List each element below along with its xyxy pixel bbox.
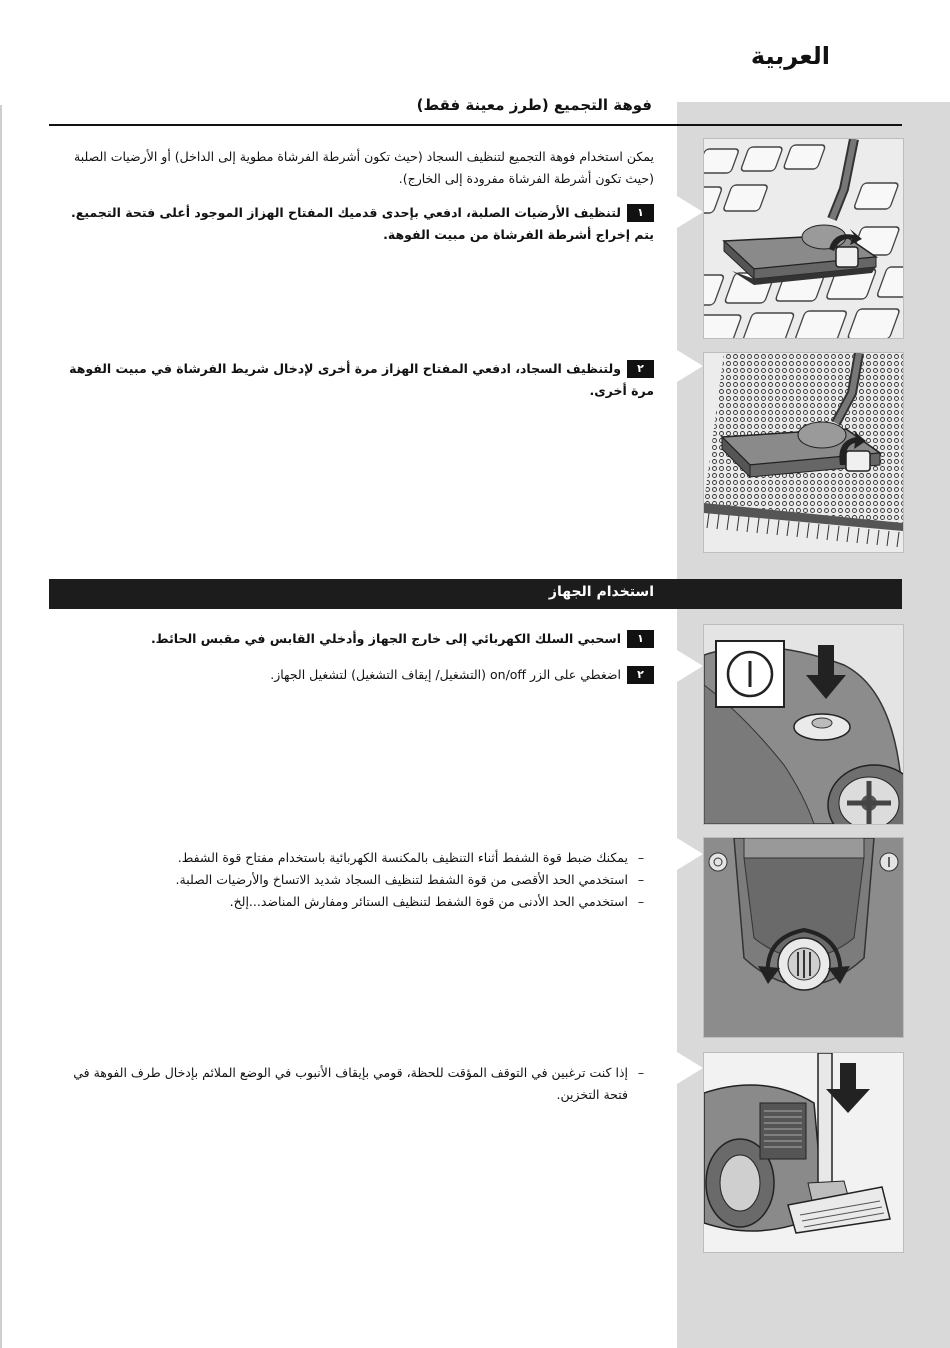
hard-floor-nozzle-illustration bbox=[703, 138, 904, 339]
illustration-pointer bbox=[677, 196, 703, 228]
step-text: لتنظيف الأرضيات الصلبة، ادفعي بإحدى قدميك المفتاح الهزاز الموجود أعلى فتحة التجميع. يتم إخراج أشرطة الفرشاة من مبيت الفوهة. bbox=[71, 205, 654, 242]
suction-dial-illustration bbox=[703, 837, 904, 1038]
note-text: استخدمي الحد الأدنى من قوة الشفط لتنظيف الستائر ومفارش المناضد...إلخ. bbox=[229, 894, 628, 909]
step-number: ٢ bbox=[627, 666, 654, 684]
usage-section-heading: استخدام الجهاز bbox=[548, 584, 654, 600]
carpet-nozzle-illustration bbox=[703, 352, 904, 553]
dash-marker: – bbox=[637, 850, 645, 865]
note-text: إذا كنت ترغبين في التوقف المؤقت للحظة، قومي بإيقاف الأنبوب في الوضع الملائم بإدخال طرف الفوهة في فتحة التخزين. bbox=[73, 1065, 628, 1102]
illustration-pointer bbox=[677, 350, 703, 382]
nozzle-step-1 bbox=[50, 202, 654, 246]
step-text: اسحبي السلك الكهربائي إلى خارج الجهاز وأدخلي القابس في مقبس الحائط. bbox=[150, 631, 621, 646]
dash-marker: – bbox=[637, 872, 645, 887]
usage-step-1 bbox=[50, 628, 654, 650]
tube-parking-illustration bbox=[703, 1052, 904, 1253]
dash-marker: – bbox=[637, 894, 645, 909]
step-text: ولتنظيف السجاد، ادفعي المفتاح الهزاز مرة أخرى لإدخال شريط الفرشاة في مبيت الفوهة مرة أخرى. bbox=[69, 361, 654, 398]
page-edge bbox=[0, 105, 2, 1348]
note-text: استخدمي الحد الأقصى من قوة الشفط لتنظيف السجاد شديد الاتساخ والأرضيات الصلبة. bbox=[175, 872, 628, 887]
power-button-illustration bbox=[703, 624, 904, 825]
nozzle-intro: يمكن استخدام فوهة التجميع لتنظيف السجاد (حيث تكون أشرطة الفرشاة مطوية إلى الداخل) أو الأرضيات الصلبة (حيث تكون أشرطة الفرشاة مفرودة إلى الخارج). bbox=[74, 149, 654, 186]
heading-rule bbox=[49, 124, 902, 126]
step-number: ١ bbox=[627, 204, 654, 222]
step-number: ١ bbox=[627, 630, 654, 648]
usage-step-2 bbox=[50, 664, 654, 686]
step-number: ٢ bbox=[627, 360, 654, 378]
nozzle-step-2 bbox=[50, 358, 654, 402]
illustration-pointer bbox=[677, 650, 703, 682]
suction-note-1 bbox=[50, 847, 654, 869]
suction-note-3 bbox=[50, 891, 654, 913]
dash-marker: – bbox=[637, 1065, 645, 1080]
usage-section-bar bbox=[49, 579, 902, 609]
illustration-pointer bbox=[677, 838, 703, 870]
pause-note bbox=[50, 1062, 654, 1106]
step-text: اضغطي على الزر on/off (التشغيل/ إيقاف التشغيل) لتشغيل الجهاز. bbox=[270, 667, 621, 682]
nozzle-section-heading: فوهة التجميع (طرز معينة فقط) bbox=[416, 96, 652, 114]
illustration-pointer bbox=[677, 1052, 703, 1084]
suction-note-2 bbox=[50, 869, 654, 891]
language-title: العربية bbox=[750, 42, 830, 70]
note-text: يمكنك ضبط قوة الشفط أثناء التنظيف بالمكنسة الكهربائية باستخدام مفتاح قوة الشفط. bbox=[177, 850, 628, 865]
